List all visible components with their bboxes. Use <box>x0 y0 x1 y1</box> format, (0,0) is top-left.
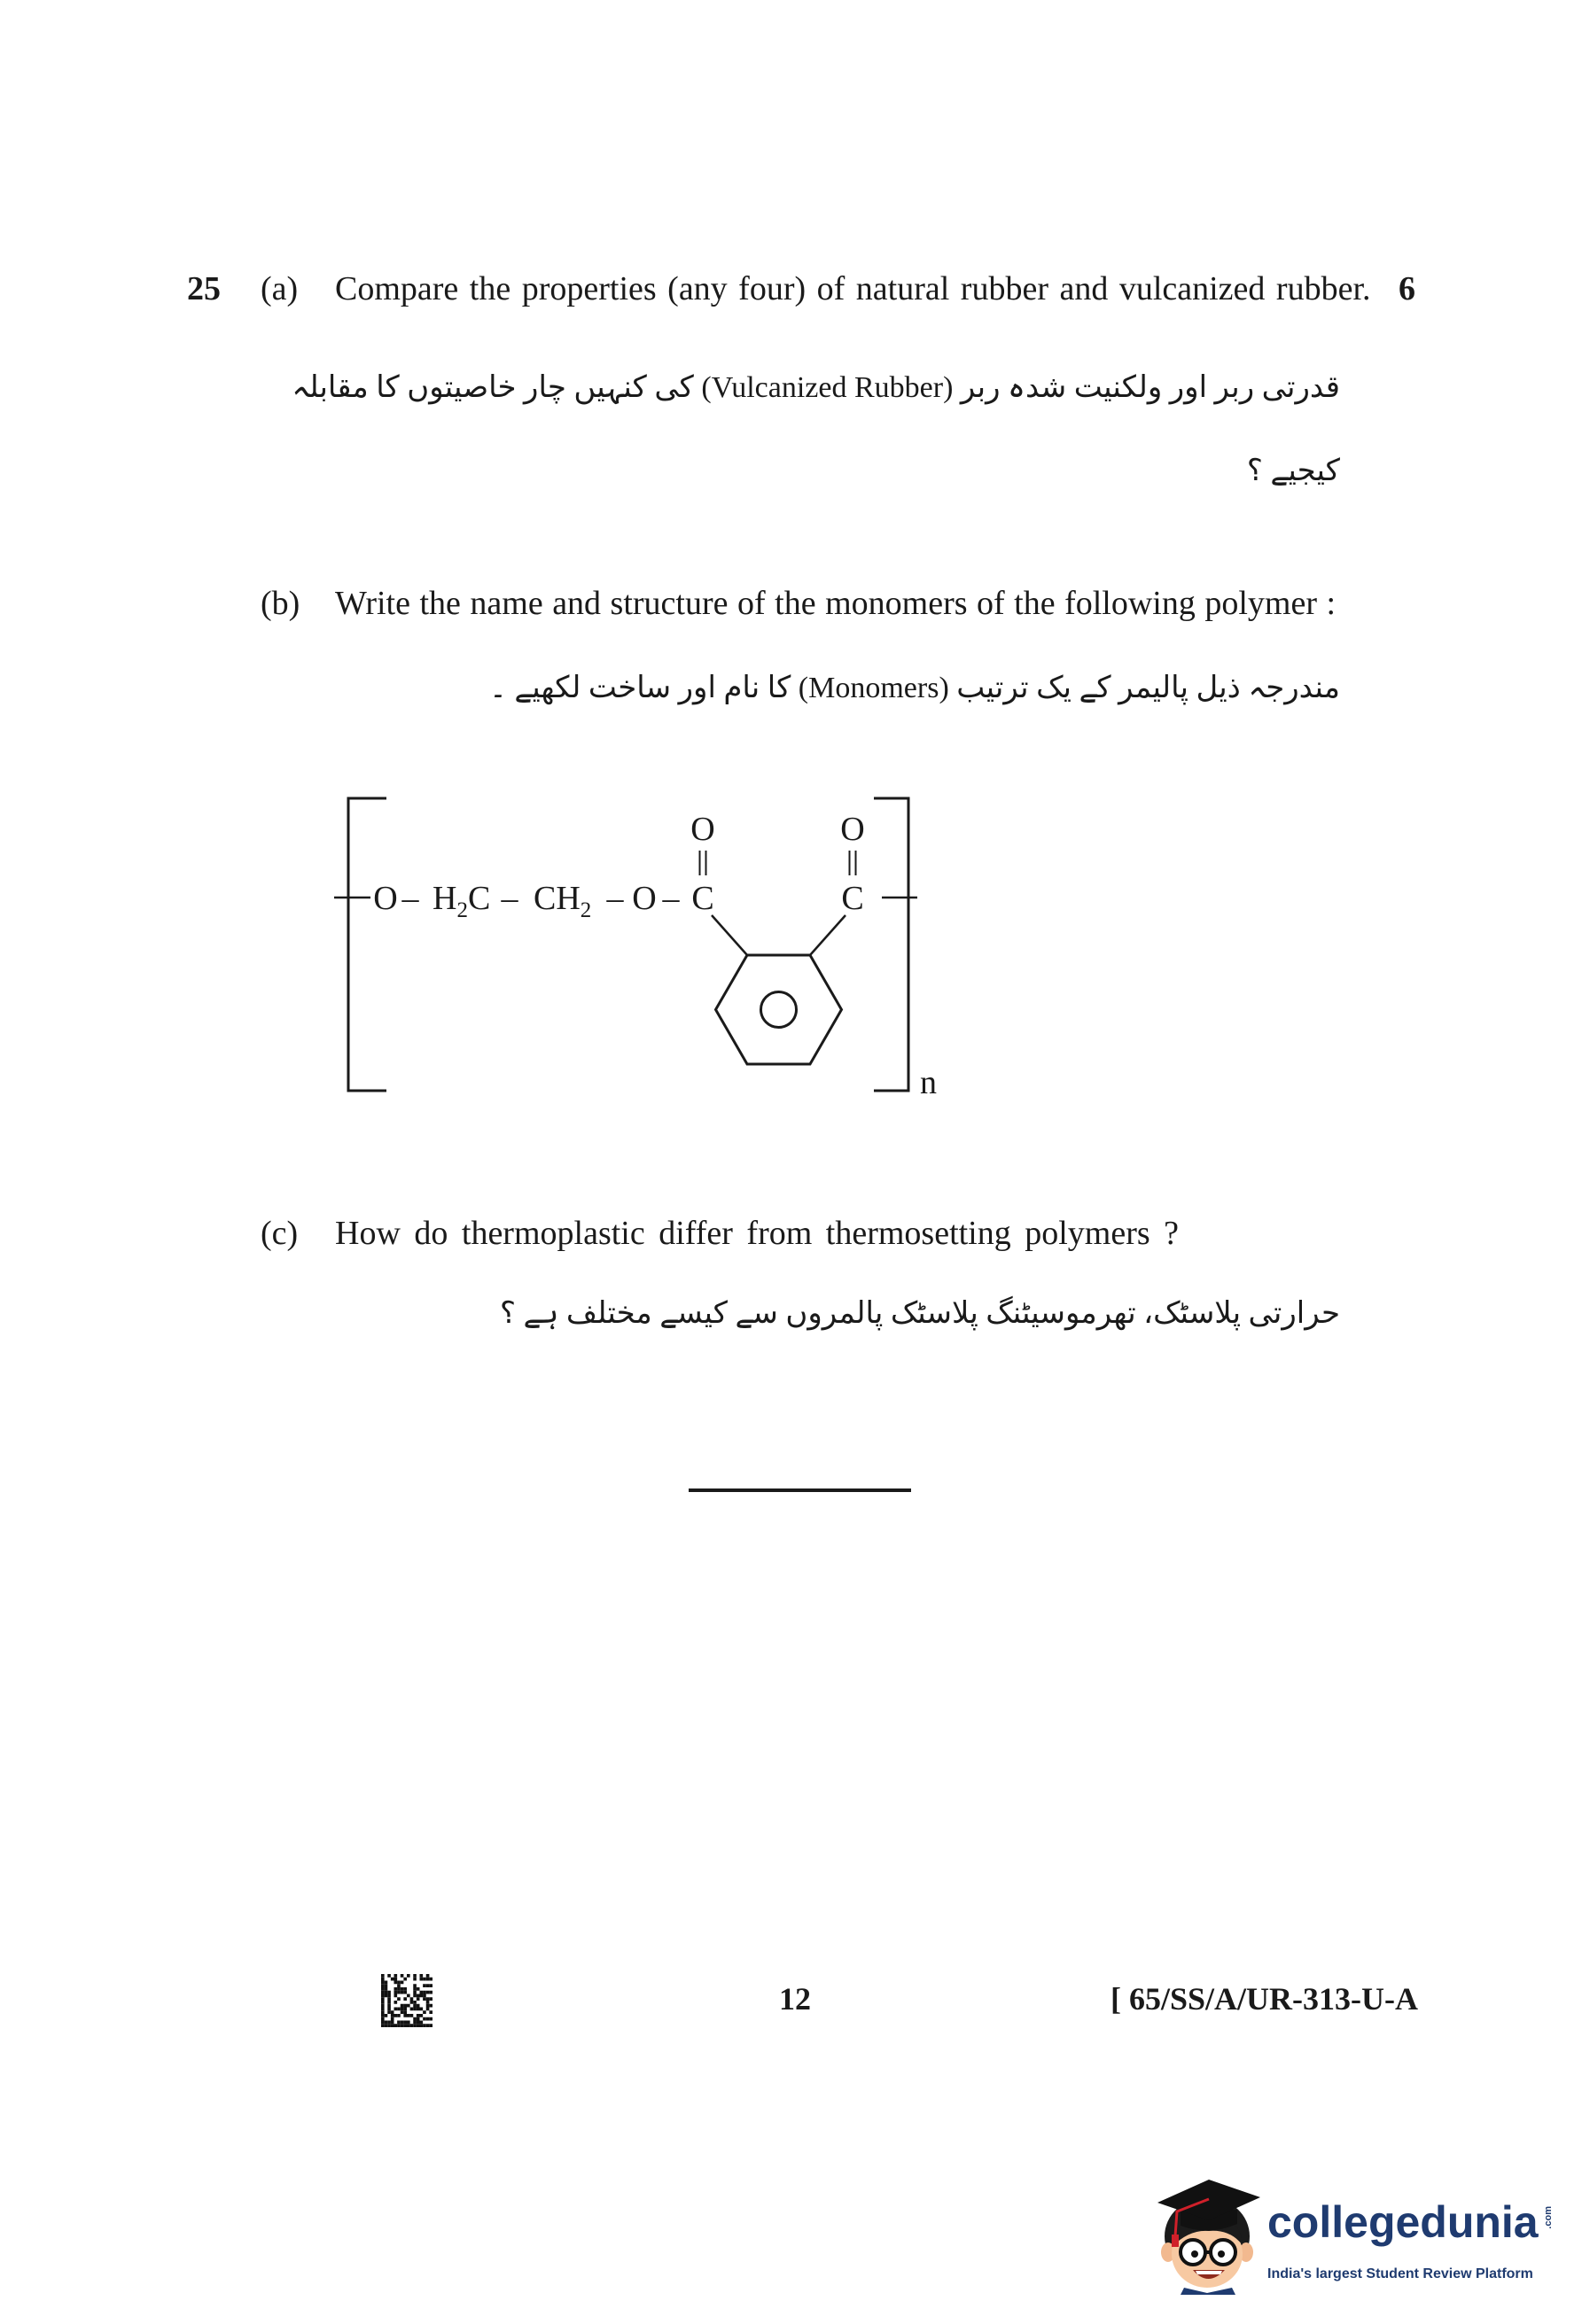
code-module <box>413 2021 417 2025</box>
code-module <box>426 2004 430 2008</box>
repeat-subscript-n: n <box>920 1064 937 1101</box>
code-module <box>381 1991 385 1994</box>
code-module <box>413 2008 417 2011</box>
code-module <box>387 1991 391 1994</box>
code-module <box>429 1997 433 2001</box>
code-module <box>397 1997 401 2001</box>
code-module <box>401 2008 404 2011</box>
code-module <box>403 1997 407 2001</box>
code-module <box>391 2010 394 2014</box>
page-number: 12 <box>779 1981 811 2017</box>
h2c-h: H <box>433 880 457 917</box>
code-module <box>385 1994 388 1998</box>
code-module <box>429 2010 433 2014</box>
code-module <box>381 2010 385 2014</box>
methylene-h2c <box>433 880 490 922</box>
code-module <box>417 2021 420 2025</box>
chain-dash-1: – <box>401 880 419 917</box>
mascot-shirt <box>1181 2288 1235 2295</box>
code-module <box>394 1991 398 1994</box>
code-module <box>413 1994 417 1998</box>
code-module <box>401 2024 404 2027</box>
code-module <box>381 1997 385 2001</box>
code-module <box>429 1984 433 1987</box>
code-module <box>387 1997 391 2001</box>
code-module <box>426 1978 430 1981</box>
code-module <box>407 2021 410 2025</box>
code-module <box>403 1978 407 1981</box>
code-module <box>385 2021 388 2025</box>
code-module <box>420 1991 424 1994</box>
code-module <box>420 1994 424 1998</box>
code-module <box>410 2008 414 2011</box>
code-module <box>401 1981 404 1985</box>
code-module <box>417 2017 420 2021</box>
code-module <box>417 2024 420 2027</box>
code-module <box>423 2024 426 2027</box>
code-module <box>385 1984 388 1987</box>
code-module <box>413 1978 417 1981</box>
part-a-question-text: Compare the properties (any four) of natural rubber and vulcanized rubber. <box>335 270 1371 307</box>
code-module <box>426 1974 430 1978</box>
code-module <box>397 2008 401 2011</box>
code-module <box>381 1978 385 1981</box>
code-module <box>417 2004 420 2008</box>
right-bracket <box>874 798 908 1091</box>
code-module <box>403 2014 407 2017</box>
code-module <box>407 2024 410 2027</box>
code-module <box>385 1981 388 1985</box>
code-module <box>394 2008 398 2011</box>
part-a-label: (a) <box>261 270 299 307</box>
chain-dash-2: – <box>501 880 518 917</box>
code-module <box>387 2010 391 2014</box>
code-module <box>407 1974 410 1978</box>
code-module <box>420 1974 424 1978</box>
code-module <box>401 2004 404 2008</box>
mascot-logo <box>1154 2165 1262 2295</box>
datamatrix-code <box>381 1974 433 2027</box>
code-module <box>403 2004 407 2008</box>
code-module <box>407 1994 410 1998</box>
chain-dash-3: – <box>606 880 624 917</box>
code-module <box>387 2004 391 2008</box>
polymer-structure-diagram <box>328 780 948 1116</box>
code-module <box>417 2014 420 2017</box>
code-module <box>423 2017 426 2021</box>
carbonyl-carbon-2: C <box>841 880 864 917</box>
code-module <box>423 1978 426 1981</box>
code-module <box>385 2024 388 2027</box>
part-a-urdu-line-1: قدرتی ربر اور ولکنیت شدہ ربر (Vulcanized Rubber) کی کنہیں چار خاصیتوں کا مقابلہ <box>292 371 1340 404</box>
code-module <box>391 2021 394 2025</box>
code-module <box>417 1997 420 2001</box>
brand-wordmark: collegedunia <box>1267 2197 1539 2247</box>
code-module <box>401 1974 404 1978</box>
code-module <box>401 1987 404 1991</box>
code-module <box>387 2008 391 2011</box>
part-b-label: (b) <box>261 585 300 622</box>
aromatic-circle <box>761 992 797 1028</box>
code-module <box>426 2024 430 2027</box>
code-module <box>426 1984 430 1987</box>
code-module <box>387 2021 391 2025</box>
code-module <box>413 1974 417 1978</box>
benzene-ring <box>716 955 842 1064</box>
code-module <box>413 2004 417 2008</box>
code-module <box>413 1987 417 1991</box>
code-module <box>410 2014 414 2017</box>
code-module <box>397 2014 401 2017</box>
code-module <box>426 1991 430 1994</box>
code-module <box>413 1984 417 1987</box>
code-module <box>394 1978 398 1981</box>
code-module <box>417 1987 420 1991</box>
code-module <box>397 1987 401 1991</box>
ring-bond-1 <box>712 915 747 955</box>
brand-tagline: India's largest Student Review Platform <box>1267 2266 1533 2281</box>
code-module <box>391 2014 394 2017</box>
part-b-urdu-text: مندرجہ ذیل پالیمر کے یک ترتیب (Monomers) کا نام اور ساخت لکھیے ۔ <box>488 672 1340 704</box>
code-module <box>381 2021 385 2025</box>
carbonyl-carbon-1: C <box>691 880 714 917</box>
code-module <box>381 1981 385 1985</box>
mascot-teeth <box>1196 2271 1222 2274</box>
code-module <box>387 1974 391 1978</box>
code-module <box>403 1987 407 1991</box>
code-module <box>391 2024 394 2027</box>
code-module <box>387 2024 391 2027</box>
code-module <box>426 1997 430 2001</box>
chain-oxygen-1: O <box>373 880 398 917</box>
code-module <box>413 2001 417 2004</box>
code-module <box>397 2021 401 2025</box>
code-module <box>394 2024 398 2027</box>
code-module <box>394 1981 398 1985</box>
code-module <box>403 1991 407 1994</box>
code-module <box>381 2017 385 2021</box>
code-module <box>420 2024 424 2027</box>
code-module <box>381 2004 385 2008</box>
code-module <box>387 1994 391 1998</box>
code-module <box>391 2017 394 2021</box>
part-c-question-text: How do thermoplastic differ from thermosetting polymers ? <box>335 1215 1180 1252</box>
code-module <box>429 1991 433 1994</box>
code-module <box>410 1997 414 2001</box>
mascot-left-eye <box>1191 2250 1198 2258</box>
ch2-ch: CH <box>534 880 581 917</box>
cap-tassel <box>1172 2235 1179 2247</box>
code-module <box>417 2008 420 2011</box>
code-module <box>385 1987 388 1991</box>
code-module <box>403 2008 407 2011</box>
code-module <box>394 2001 398 2004</box>
code-module <box>381 1984 385 1987</box>
chain-oxygen-2: O <box>632 880 657 917</box>
code-module <box>403 2021 407 2025</box>
code-module <box>397 1981 401 1985</box>
code-module <box>423 1994 426 1998</box>
code-module <box>429 2024 433 2027</box>
code-module <box>407 2014 410 2017</box>
part-c-urdu-text: حرارتی پلاسٹک، تھرموسیٹنگ پلاسٹک پالمروں سے کیسے مختلف ہے ؟ <box>500 1297 1340 1330</box>
code-module <box>381 2014 385 2017</box>
code-module <box>381 1974 385 1978</box>
code-module <box>401 2010 404 2014</box>
h2c-subscript: 2 <box>456 898 468 922</box>
part-c-label: (c) <box>261 1215 299 1252</box>
code-module <box>423 1991 426 1994</box>
code-module <box>420 2021 424 2025</box>
code-module <box>381 2001 385 2004</box>
code-module <box>403 2024 407 2027</box>
ch2-subscript: 2 <box>580 898 592 922</box>
code-module <box>429 1978 433 1981</box>
code-module <box>391 1978 394 1981</box>
code-module <box>397 2024 401 2027</box>
code-module <box>385 1991 388 1994</box>
code-module <box>401 2021 404 2025</box>
methylene-ch2 <box>534 880 591 922</box>
code-module <box>413 2024 417 2027</box>
code-module <box>429 2004 433 2008</box>
code-module <box>387 2001 391 2004</box>
end-of-question-rule <box>689 1488 911 1492</box>
code-module <box>429 2017 433 2021</box>
code-module <box>385 2014 388 2017</box>
chain-dash-4: – <box>662 880 680 917</box>
code-module <box>394 1994 398 1998</box>
code-module <box>420 2014 424 2017</box>
code-module <box>413 1991 417 1994</box>
code-module <box>381 2024 385 2027</box>
part-b-question-text: Write the name and structure of the monomers of the following polymer : <box>335 585 1337 622</box>
code-module <box>426 2008 430 2011</box>
code-module <box>397 1991 401 1994</box>
code-module <box>397 1984 401 1987</box>
code-module <box>381 1994 385 1998</box>
question-number: 25 <box>187 270 221 307</box>
carbonyl-oxygen-2: O <box>840 811 865 848</box>
mascot-right-eye <box>1218 2250 1225 2258</box>
code-module <box>426 2017 430 2021</box>
brand-domain-suffix: .com <box>1543 2206 1554 2229</box>
code-module <box>423 1997 426 2001</box>
code-module <box>410 2024 414 2027</box>
code-module <box>410 2001 414 2004</box>
code-module <box>423 1984 426 1987</box>
code-module <box>413 2017 417 2021</box>
part-a-urdu-line-2: کیجیے ؟ <box>1246 455 1340 487</box>
code-module <box>423 2010 426 2014</box>
code-module <box>394 1974 398 1978</box>
code-module <box>420 1978 424 1981</box>
h2c-c: C <box>467 880 491 917</box>
carbonyl-oxygen-1: O <box>690 811 715 848</box>
code-module <box>403 2010 407 2014</box>
ring-bond-2 <box>810 915 846 955</box>
code-module <box>394 1987 398 1991</box>
code-module <box>381 1987 385 1991</box>
paper-code: [ 65/SS/A/UR-313-U-A <box>1111 1981 1418 2017</box>
question-marks: 6 <box>1399 270 1415 307</box>
code-module <box>407 2004 410 2008</box>
left-bracket <box>348 798 386 1091</box>
code-module <box>417 1994 420 1998</box>
code-module <box>394 2014 398 2017</box>
code-module <box>420 2008 424 2011</box>
code-module <box>426 2001 430 2004</box>
code-module <box>401 1991 404 1994</box>
code-module <box>381 2008 385 2011</box>
